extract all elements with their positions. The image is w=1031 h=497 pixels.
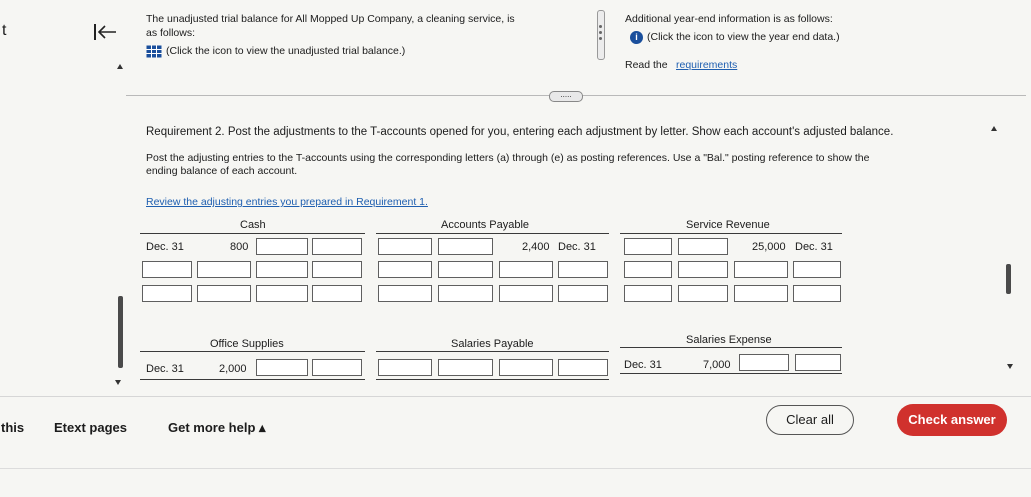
cash-credit-amt-1[interactable] xyxy=(312,238,362,255)
additional-link[interactable]: (Click the icon to view the year end data.) xyxy=(647,31,840,43)
ap-debit-amt-3[interactable] xyxy=(438,285,493,302)
scroll-down-icon[interactable] xyxy=(115,380,121,385)
se-top-line xyxy=(620,347,842,348)
se-credit-ref-1[interactable] xyxy=(739,354,789,371)
read-the-label: Read the xyxy=(625,59,668,71)
get-more-help-menu[interactable]: Get more help ▴ xyxy=(168,420,266,435)
cash-debit-amt-2[interactable] xyxy=(197,261,251,278)
sp-debit-ref-1[interactable] xyxy=(378,359,432,376)
os-date: Dec. 31 xyxy=(146,363,184,375)
sp-top-line xyxy=(376,351,609,352)
cash-debit-amt-3[interactable] xyxy=(197,285,251,302)
office-supplies-title: Office Supplies xyxy=(210,338,284,350)
os-top-line xyxy=(140,351,365,352)
sr-debit-ref-1[interactable] xyxy=(624,238,672,255)
ap-debit-ref-2[interactable] xyxy=(378,261,432,278)
ap-debit-ref-3[interactable] xyxy=(378,285,432,302)
sp-bottom-line xyxy=(376,379,609,380)
ap-debit-amt-2[interactable] xyxy=(438,261,493,278)
ap-amount: 2,400 xyxy=(522,241,550,253)
ap-credit-ref-2[interactable] xyxy=(499,261,553,278)
sr-top-line xyxy=(620,233,842,234)
ap-credit-amt-2[interactable] xyxy=(558,261,608,278)
instructions-line2: ending balance of each account. xyxy=(146,165,298,177)
cash-date: Dec. 31 xyxy=(146,241,184,253)
sr-debit-ref-3[interactable] xyxy=(624,285,672,302)
ap-debit-amt-1[interactable] xyxy=(438,238,493,255)
salaries-expense-title: Salaries Expense xyxy=(686,334,772,346)
ap-top-line xyxy=(376,233,609,234)
os-bottom-line xyxy=(140,379,365,380)
sp-credit-ref-1[interactable] xyxy=(499,359,553,376)
os-credit-ref-1[interactable] xyxy=(256,359,308,376)
se-bottom-line xyxy=(620,373,842,374)
sr-debit-amt-2[interactable] xyxy=(678,261,728,278)
sr-debit-ref-2[interactable] xyxy=(624,261,672,278)
left-cut-glyph: t xyxy=(2,22,7,39)
footer-bottom-border xyxy=(0,468,1031,469)
column-divider[interactable] xyxy=(597,10,605,60)
sr-credit-ref-2[interactable] xyxy=(734,261,788,278)
additional-line1: Additional year-end information is as follows: xyxy=(625,13,833,25)
se-amount: 7,000 xyxy=(703,359,731,371)
back-arrow-icon[interactable] xyxy=(92,22,118,42)
etext-pages-link[interactable]: Etext pages xyxy=(54,420,127,435)
se-date: Dec. 31 xyxy=(624,359,662,371)
salaries-payable-title: Salaries Payable xyxy=(451,338,534,350)
intro-line2: as follows: xyxy=(146,27,196,39)
sr-date: Dec. 31 xyxy=(795,241,833,253)
sr-credit-ref-3[interactable] xyxy=(734,285,788,302)
ap-date: Dec. 31 xyxy=(558,241,596,253)
cash-top-line xyxy=(140,233,365,234)
scroll-up-icon[interactable] xyxy=(117,64,123,69)
requirements-link[interactable]: requirements xyxy=(676,59,738,71)
instructions-line1: Post the adjusting entries to the T-accounts using the corresponding letters (a) through (e) as posting references. Use a "Bal." posting reference to show the xyxy=(146,152,870,164)
se-credit-amt-1[interactable] xyxy=(795,354,841,371)
more-button[interactable]: ..... xyxy=(549,91,583,102)
scroll-down-icon-right[interactable] xyxy=(1007,364,1013,369)
os-amount: 2,000 xyxy=(219,363,247,375)
info-icon[interactable]: i xyxy=(630,31,643,44)
left-scrollbar[interactable] xyxy=(118,296,123,368)
os-credit-amt-1[interactable] xyxy=(312,359,362,376)
table-icon[interactable] xyxy=(146,45,162,58)
cash-credit-ref-3[interactable] xyxy=(256,285,308,302)
review-link[interactable]: Review the adjusting entries you prepared in Requirement 1. xyxy=(146,196,428,208)
sr-debit-amt-3[interactable] xyxy=(678,285,728,302)
requirement-title: Requirement 2. Post the adjustments to the T-accounts opened for you, entering each adjustment by letter. Show each account's adjusted balance. xyxy=(146,126,894,138)
sr-debit-amt-1[interactable] xyxy=(678,238,728,255)
clear-all-button[interactable]: Clear all xyxy=(766,405,854,435)
ap-credit-amt-3[interactable] xyxy=(558,285,608,302)
cash-credit-ref-2[interactable] xyxy=(256,261,308,278)
right-scroll-handle[interactable] xyxy=(1006,264,1011,294)
intro-line1: The unadjusted trial balance for All Mopped Up Company, a cleaning service, is xyxy=(146,13,515,25)
service-revenue-title: Service Revenue xyxy=(686,219,770,231)
scroll-up-icon-right[interactable] xyxy=(991,126,997,131)
sp-credit-amt-1[interactable] xyxy=(558,359,608,376)
footer-top-border xyxy=(0,396,1031,397)
cash-debit-ref-2[interactable] xyxy=(142,261,192,278)
sr-amount: 25,000 xyxy=(752,241,786,253)
check-answer-button[interactable]: Check answer xyxy=(897,404,1007,436)
sr-credit-amt-3[interactable] xyxy=(793,285,841,302)
ap-debit-ref-1[interactable] xyxy=(378,238,432,255)
sr-credit-amt-2[interactable] xyxy=(793,261,841,278)
ap-credit-ref-3[interactable] xyxy=(499,285,553,302)
cash-title: Cash xyxy=(240,219,266,231)
trial-balance-link[interactable]: (Click the icon to view the unadjusted trial balance.) xyxy=(166,45,406,57)
cash-credit-ref-1[interactable] xyxy=(256,238,308,255)
cash-credit-amt-3[interactable] xyxy=(312,285,362,302)
sp-debit-amt-1[interactable] xyxy=(438,359,493,376)
cash-credit-amt-2[interactable] xyxy=(312,261,362,278)
accounts-payable-title: Accounts Payable xyxy=(441,219,530,231)
this-label: this xyxy=(1,420,25,435)
cash-debit-ref-3[interactable] xyxy=(142,285,192,302)
cash-amount: 800 xyxy=(230,241,249,253)
